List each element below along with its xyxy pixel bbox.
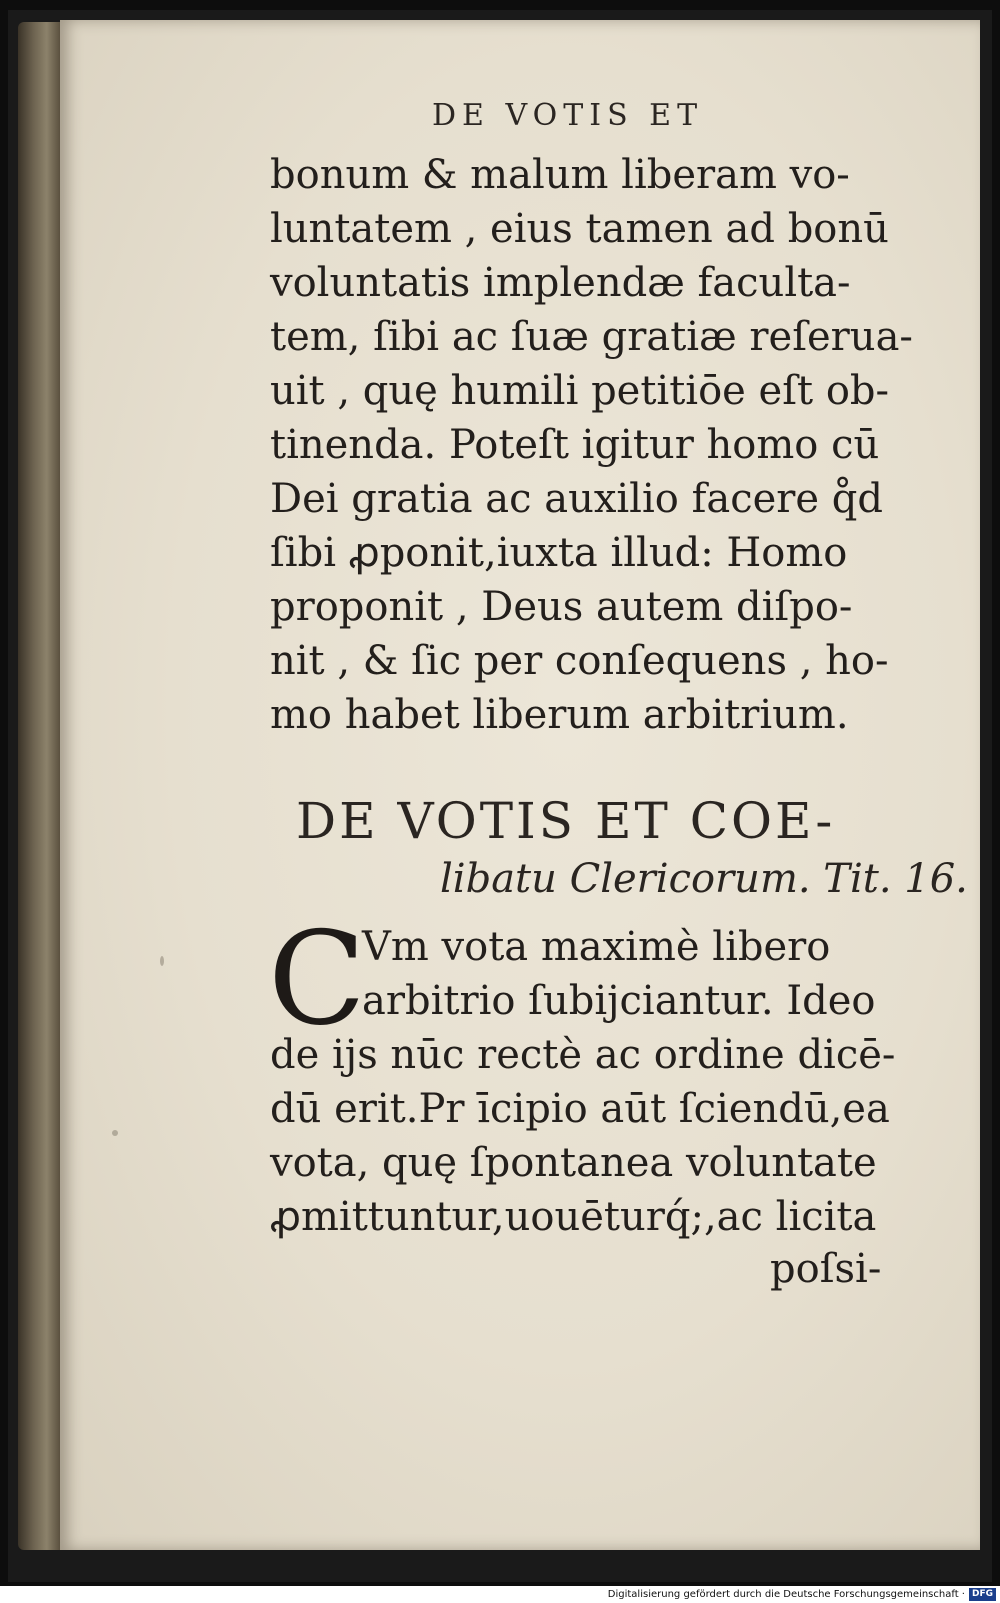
text-line: dū erit.Pr īcipio aūt ſciendū,ea [270, 1086, 890, 1132]
text-line: proponit , Deus autem diſpo- [270, 584, 853, 630]
drop-cap: C [268, 905, 366, 1054]
section-subheading: libatu Clericorum. Tit. 16. [440, 856, 968, 902]
text-line: voluntatis implendæ faculta- [270, 260, 851, 306]
text-line: ꝓmittuntur,uouēturq́;,ac licita [270, 1194, 877, 1240]
text-line: Dei gratia ac auxilio facere q̊d [270, 476, 884, 522]
text-line: vota, quę ſpontanea voluntate [270, 1140, 877, 1186]
text-line: de ijs nūc rectè ac ordine dicē- [270, 1032, 896, 1078]
paragraph-2 [268, 905, 896, 1244]
paragraph-1 [270, 148, 913, 742]
running-head: DE VOTIS ET [432, 98, 704, 133]
text-line: luntatem , eius tamen ad bonū [270, 206, 889, 252]
text-line: mo habet liberum arbitrium. [270, 692, 849, 738]
text-line: arbitrio ſubijciantur. Ideo [362, 978, 876, 1024]
footer-text: Digitalisierung gefördert durch die Deutsche Forschungsgemeinschaft · [607, 1589, 965, 1600]
digitization-footer [0, 1586, 1000, 1603]
text-line: uit , quę humili petitiōe eſt ob- [270, 368, 890, 414]
text-line: nit , & ſic per conſequens , ho- [270, 638, 889, 684]
page-stain [160, 956, 164, 966]
page-stain [112, 1130, 118, 1136]
text-line: ſibi ꝓponit,iuxta illud: Homo [270, 530, 848, 576]
dfg-logo: DFG [969, 1588, 996, 1601]
text-line: Vm vota maximè libero [362, 924, 831, 970]
catchword: poſsi- [770, 1246, 882, 1292]
section-heading: DE VOTIS ET COE- [296, 792, 836, 850]
text-line: bonum & malum liberam vo- [270, 152, 850, 198]
text-line: tem, ſibi ac ſuæ gratiæ reſerua- [270, 314, 913, 360]
text-line: tinenda. Poteſt igitur homo cū [270, 422, 880, 468]
